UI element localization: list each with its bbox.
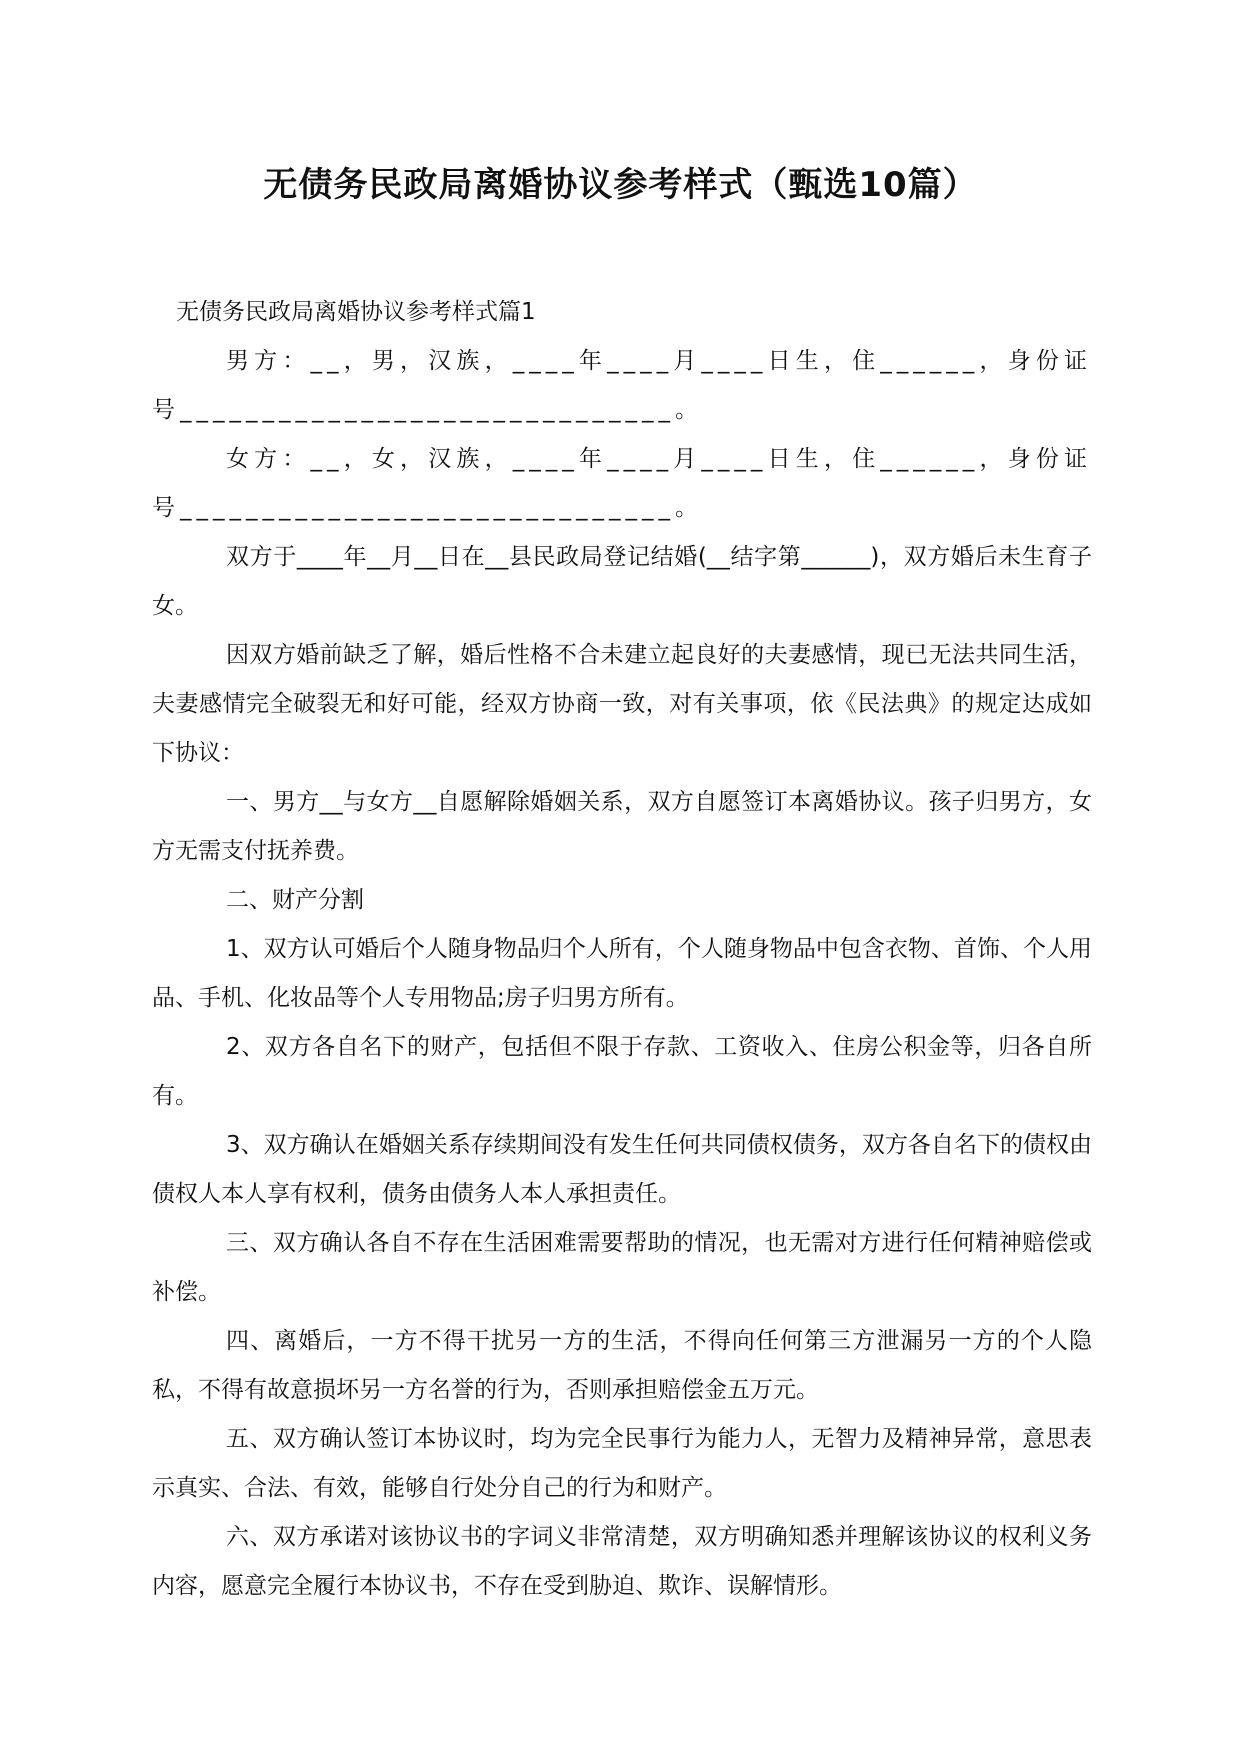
paragraph-reason: 因双方婚前缺乏了解，婚后性格不合未建立起良好的夫妻感情，现已无法共同生活，夫妻感情完全破裂无和好可能，经双方协商一致，对有关事项，依《民法典》的规定达成如下协议： — [152, 642, 1092, 766]
paragraph-clause-1: 一、男方__与女方__自愿解除婚姻关系，双方自愿签订本离婚协议。孩子归男方，女方无需支付抚养费。 — [152, 789, 1092, 864]
paragraph-clause-6: 六、双方承诺对该协议书的字词义非常清楚，双方明确知悉并理解该协议的权利义务内容，愿意完全履行本协议书，不存在受到胁迫、欺诈、误解情形。 — [152, 1524, 1092, 1599]
section-subtitle: 无债务民政局离婚协议参考样式篇1 — [176, 299, 536, 325]
paragraph-female-party: 女方：__，女，汉族，____年____月____日生，住______，身份证号______________________________。 — [152, 446, 1092, 521]
paragraph-clause-2-heading: 二、财产分割 — [226, 887, 364, 913]
paragraph-clause-3: 三、双方确认各自不存在生活困难需要帮助的情况，也无需对方进行任何精神赔偿或补偿。 — [152, 1230, 1092, 1305]
paragraph-property-2: 2、双方各自名下的财产，包括但不限于存款、工资收入、住房公积金等，归各自所有。 — [152, 1034, 1092, 1109]
paragraph-clause-4: 四、离婚后，一方不得干扰另一方的生活，不得向任何第三方泄漏另一方的个人隐私，不得有故意损坏另一方名誉的行为，否则承担赔偿金五万元。 — [152, 1328, 1092, 1403]
paragraph-male-party: 男方：__，男，汉族，____年____月____日生，住______，身份证号______________________________。 — [152, 348, 1092, 423]
paragraph-marriage-registration: 双方于____年__月__日在__县民政局登记结婚(__结字第______)，双方婚后未生育子女。 — [152, 544, 1092, 619]
paragraph-property-3: 3、双方确认在婚姻关系存续期间没有发生任何共同债权债务，双方各自名下的债权由债权人本人享有权利，债务由债务人本人承担责任。 — [152, 1132, 1092, 1207]
document-title: 无债务民政局离婚协议参考样式（甄选10篇） — [263, 165, 978, 205]
document-body — [152, 288, 1092, 1611]
paragraph-clause-5: 五、双方确认签订本协议时，均为完全民事行为能力人，无智力及精神异常，意思表示真实、合法、有效，能够自行处分自己的行为和财产。 — [152, 1426, 1092, 1501]
paragraph-property-1: 1、双方认可婚后个人随身物品归个人所有，个人随身物品中包含衣物、首饰、个人用品、手机、化妆品等个人专用物品;房子归男方所有。 — [152, 936, 1092, 1011]
